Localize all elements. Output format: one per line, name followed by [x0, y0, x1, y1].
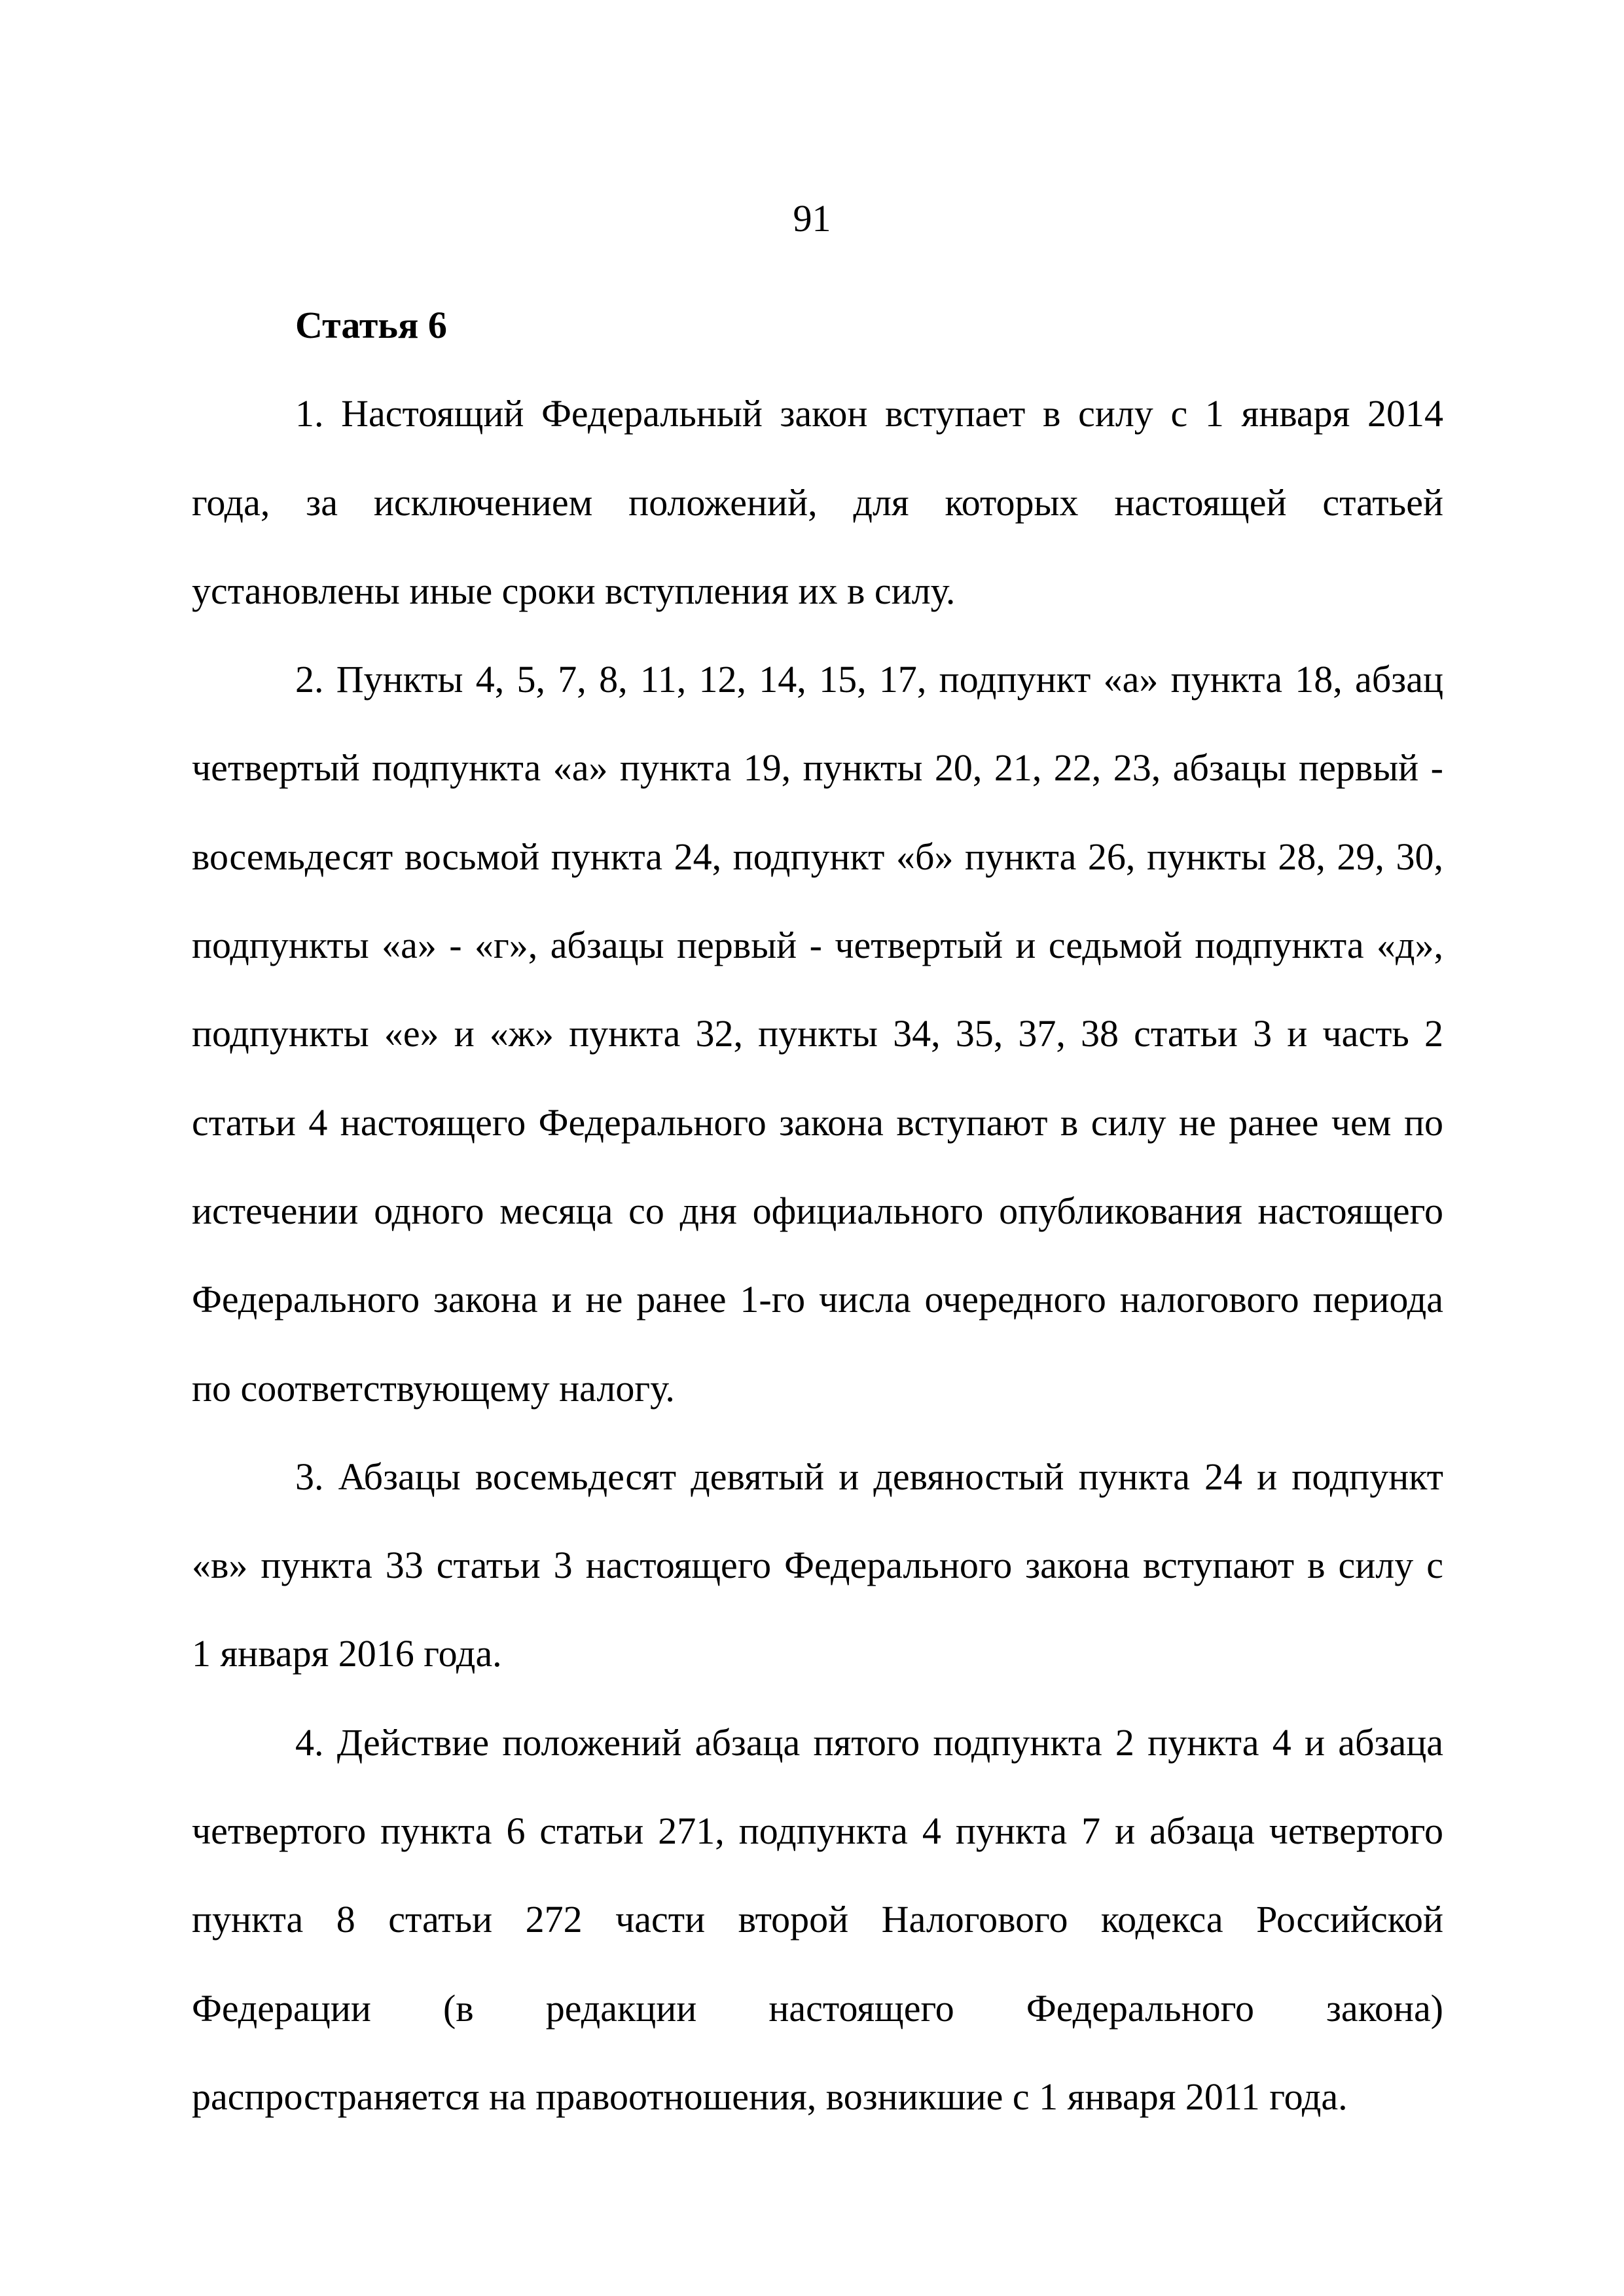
text-line: истечении одного месяца со дня официального опубликования настоящего [192, 1189, 1443, 1232]
text-line: четвертый подпункта «а» пункта 19, пункты 20, 21, 22, 23, абзацы первый - [192, 746, 1443, 790]
page-number: 91 [793, 197, 831, 240]
paragraph-3 [192, 1432, 1443, 1698]
text-line: восемьдесят восьмой пункта 24, подпункт «б» пункта 26, пункты 28, 29, 30, [192, 835, 1443, 878]
text-line: пункта 8 статьи 272 части второй Налогового кодекса Российской [192, 1898, 1443, 1941]
text-line: 4. Действие положений абзаца пятого подпункта 2 пункта 4 и абзаца [295, 1721, 1443, 1764]
document-body [192, 281, 1443, 2141]
paragraphs [192, 369, 1443, 2141]
paragraph-4 [192, 1698, 1443, 2141]
text-line: четвертого пункта 6 статьи 271, подпункта 4 пункта 7 и абзаца четвертого [192, 1810, 1443, 1853]
article-title: Статья 6 [295, 304, 447, 346]
paragraph-2 [192, 635, 1443, 1432]
text-line: «в» пункта 33 статьи 3 настоящего Федерального закона вступают в силу с [192, 1544, 1443, 1587]
text-line: Федерации (в редакции настоящего Федерального закона) [192, 1986, 1443, 2030]
text-line: распространяется на правоотношения, возникшие с 1 января 2011 года. [192, 2075, 1348, 2118]
text-line: установлены иные сроки вступления их в силу. [192, 569, 956, 612]
text-line: по соответствующему налогу. [192, 1366, 675, 1410]
text-line: подпункты «е» и «ж» пункта 32, пункты 34, 35, 37, 38 статьи 3 и часть 2 [192, 1012, 1443, 1055]
text-line: 1. Настоящий Федеральный закон вступает в силу с 1 января 2014 [295, 392, 1443, 435]
text-line: года, за исключением положений, для которых настоящей статьей [192, 481, 1443, 524]
text-line: Федерального закона и не ранее 1-го числа очередного налогового периода [192, 1278, 1443, 1321]
text-line: 3. Абзацы восемьдесят девятый и девяностый пункта 24 и подпункт [295, 1455, 1443, 1498]
text-line: подпункты «а» - «г», абзацы первый - четвертый и седьмой подпункта «д», [192, 924, 1443, 967]
text-line: 1 января 2016 года. [192, 1632, 502, 1675]
paragraph-1 [192, 369, 1443, 635]
text-line: 2. Пункты 4, 5, 7, 8, 11, 12, 14, 15, 17, подпункт «а» пункта 18, абзац [295, 658, 1443, 701]
text-line: статьи 4 настоящего Федерального закона вступают в силу не ранее чем по [192, 1101, 1443, 1144]
